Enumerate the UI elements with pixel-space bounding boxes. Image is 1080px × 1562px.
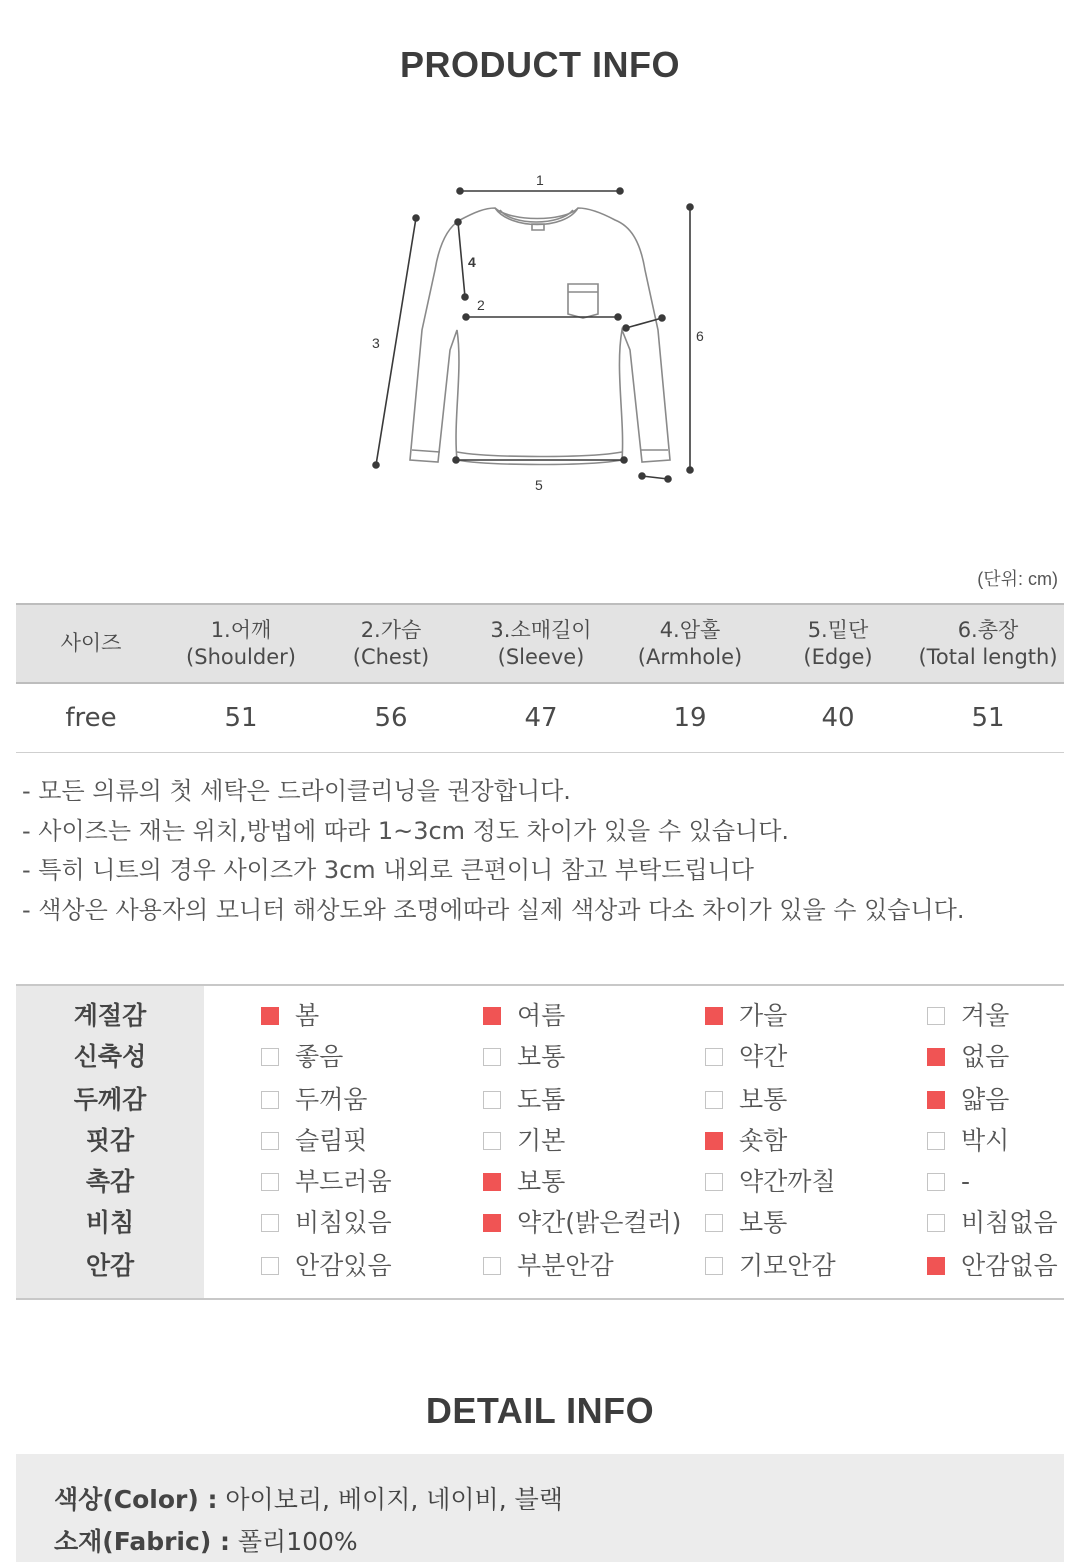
attribute-label: 계절감 xyxy=(73,1001,147,1030)
checked-box-icon xyxy=(483,1214,501,1232)
cell-armhole: 19 xyxy=(616,683,764,753)
size-table xyxy=(16,603,1064,753)
header-total-length xyxy=(912,604,1064,683)
table-row xyxy=(16,683,1064,753)
attribute-row-touch xyxy=(16,1161,1064,1203)
option-label: 도톰 xyxy=(517,1085,566,1114)
header-label: 6.총장 xyxy=(957,617,1019,642)
option-label: 두꺼움 xyxy=(295,1085,368,1114)
checked-box-icon xyxy=(927,1257,945,1275)
note-line: - 특히 니트의 경우 사이즈가 3cm 내외로 큰편이니 참고 부탁드립니다 xyxy=(22,856,754,884)
unchecked-box-icon xyxy=(705,1048,723,1066)
attribute-label: 핏감 xyxy=(85,1126,135,1155)
option-label: 기본 xyxy=(517,1126,566,1155)
fabric-value: 폴리100% xyxy=(237,1527,358,1556)
cell-total-length: 51 xyxy=(912,683,1064,753)
detail-info-box xyxy=(16,1454,1064,1562)
unchecked-box-icon xyxy=(261,1048,279,1066)
diagram-label-4: 4 xyxy=(468,254,476,270)
garment-measurement-diagram xyxy=(360,160,720,500)
option-label: 약간(밝은컬러) xyxy=(517,1208,682,1237)
attribute-label: 촉감 xyxy=(85,1167,135,1196)
attribute-label: 두께감 xyxy=(73,1085,147,1114)
option-label: 박시 xyxy=(961,1126,1010,1155)
header-sublabel: (Total length) xyxy=(918,644,1058,669)
header-sublabel: (Edge) xyxy=(803,644,873,669)
attribute-row-lining xyxy=(16,1245,1064,1287)
diagram-label-3: 3 xyxy=(372,335,380,351)
attribute-label: 신축성 xyxy=(73,1042,147,1071)
option-label: 숏함 xyxy=(739,1126,788,1155)
option-label: 보통 xyxy=(739,1208,788,1237)
header-size xyxy=(16,604,166,683)
diagram-label-6: 6 xyxy=(696,328,704,344)
option-label: 여름 xyxy=(517,1001,566,1030)
product-info-title: PRODUCT INFO xyxy=(400,44,680,85)
cell-shoulder: 51 xyxy=(166,683,316,753)
header-label: 5.밑단 xyxy=(807,617,869,642)
color-label: 색상(Color) : xyxy=(54,1485,218,1514)
option-label: 슬림핏 xyxy=(295,1126,368,1155)
unit-note: (단위: cm) xyxy=(977,569,1058,589)
header-sublabel: (Chest) xyxy=(352,644,430,669)
option-label: 보통 xyxy=(517,1042,566,1071)
header-sleeve xyxy=(466,604,616,683)
attribute-row-season xyxy=(16,995,1064,1037)
header-sublabel: (Shoulder) xyxy=(186,644,296,669)
option-label: 기모안감 xyxy=(739,1251,836,1280)
option-label: 부드러움 xyxy=(295,1167,392,1196)
option-label: 비침있음 xyxy=(295,1208,392,1237)
cell-edge: 40 xyxy=(764,683,912,753)
unchecked-box-icon xyxy=(927,1214,945,1232)
header-chest xyxy=(316,604,466,683)
unchecked-box-icon xyxy=(705,1091,723,1109)
attribute-label: 안감 xyxy=(85,1251,135,1280)
option-label: 겨울 xyxy=(961,1001,1010,1030)
color-line xyxy=(54,1480,563,1516)
checked-box-icon xyxy=(705,1007,723,1025)
checked-box-icon xyxy=(705,1132,723,1150)
option-label: - xyxy=(961,1167,971,1196)
header-label: 1.어깨 xyxy=(210,617,272,642)
attribute-label: 비침 xyxy=(85,1208,135,1237)
attribute-table xyxy=(16,984,1064,1300)
unchecked-box-icon xyxy=(705,1257,723,1275)
fabric-label: 소재(Fabric) : xyxy=(54,1527,230,1556)
unchecked-box-icon xyxy=(483,1048,501,1066)
unchecked-box-icon xyxy=(927,1173,945,1191)
attribute-row-thickness xyxy=(16,1079,1064,1121)
option-label: 얇음 xyxy=(961,1085,1010,1114)
attribute-row-stretch xyxy=(16,1036,1064,1078)
note-line: - 사이즈는 재는 위치,방법에 따라 1~3cm 정도 차이가 있을 수 있습니다. xyxy=(22,816,790,845)
option-label: 약간까칠 xyxy=(739,1167,836,1196)
detail-info-title: DETAIL INFO xyxy=(425,1390,655,1431)
unchecked-box-icon xyxy=(927,1007,945,1025)
checked-box-icon xyxy=(927,1091,945,1109)
fabric-line xyxy=(54,1522,358,1558)
unchecked-box-icon xyxy=(483,1257,501,1275)
option-label: 보통 xyxy=(517,1167,566,1196)
header-sublabel: (Armhole) xyxy=(637,644,743,669)
attribute-row-fit xyxy=(16,1120,1064,1162)
option-label: 없음 xyxy=(961,1042,1010,1071)
attribute-row-sheer xyxy=(16,1202,1064,1244)
unchecked-box-icon xyxy=(705,1214,723,1232)
header-sublabel: (Sleeve) xyxy=(497,644,585,669)
option-label: 봄 xyxy=(295,1001,320,1030)
size-table-header-row xyxy=(16,604,1064,683)
header-label: 4.암홀 xyxy=(659,617,721,642)
option-label: 안감있음 xyxy=(295,1251,392,1280)
diagram-label-5: 5 xyxy=(535,477,543,493)
cell-sleeve: 47 xyxy=(466,683,616,753)
note-line: - 색상은 사용자의 모니터 해상도와 조명에따라 실제 색상과 다소 차이가 있을 수 있습니다. xyxy=(22,895,965,924)
option-label: 안감없음 xyxy=(961,1251,1058,1280)
checked-box-icon xyxy=(927,1048,945,1066)
tshirt-outline xyxy=(410,208,670,465)
unchecked-box-icon xyxy=(261,1214,279,1232)
diagram-label-1: 1 xyxy=(536,172,544,188)
cell-size: free xyxy=(16,683,166,753)
header-armhole xyxy=(616,604,764,683)
unchecked-box-icon xyxy=(261,1091,279,1109)
header-edge xyxy=(764,604,912,683)
diagram-label-2: 2 xyxy=(477,297,485,313)
header-shoulder xyxy=(166,604,316,683)
header-label: 사이즈 xyxy=(60,631,122,655)
color-value: 아이보리, 베이지, 네이비, 블랙 xyxy=(225,1485,563,1514)
option-label: 약간 xyxy=(739,1042,788,1071)
care-notes xyxy=(22,772,1072,930)
checked-box-icon xyxy=(261,1007,279,1025)
cell-chest: 56 xyxy=(316,683,466,753)
option-label: 비침없음 xyxy=(961,1208,1058,1237)
header-label: 3.소매길이 xyxy=(490,617,592,642)
unchecked-box-icon xyxy=(927,1132,945,1150)
checked-box-icon xyxy=(483,1007,501,1025)
option-label: 가을 xyxy=(739,1001,788,1030)
unchecked-box-icon xyxy=(261,1173,279,1191)
checked-box-icon xyxy=(483,1173,501,1191)
note-line: - 모든 의류의 첫 세탁은 드라이클리닝을 권장합니다. xyxy=(22,777,571,805)
option-label: 부분안감 xyxy=(517,1251,614,1280)
unchecked-box-icon xyxy=(705,1173,723,1191)
option-label: 보통 xyxy=(739,1085,788,1114)
unchecked-box-icon xyxy=(483,1132,501,1150)
unchecked-box-icon xyxy=(261,1257,279,1275)
option-label: 좋음 xyxy=(295,1042,344,1071)
header-label: 2.가슴 xyxy=(360,617,422,642)
unchecked-box-icon xyxy=(261,1132,279,1150)
unchecked-box-icon xyxy=(483,1091,501,1109)
